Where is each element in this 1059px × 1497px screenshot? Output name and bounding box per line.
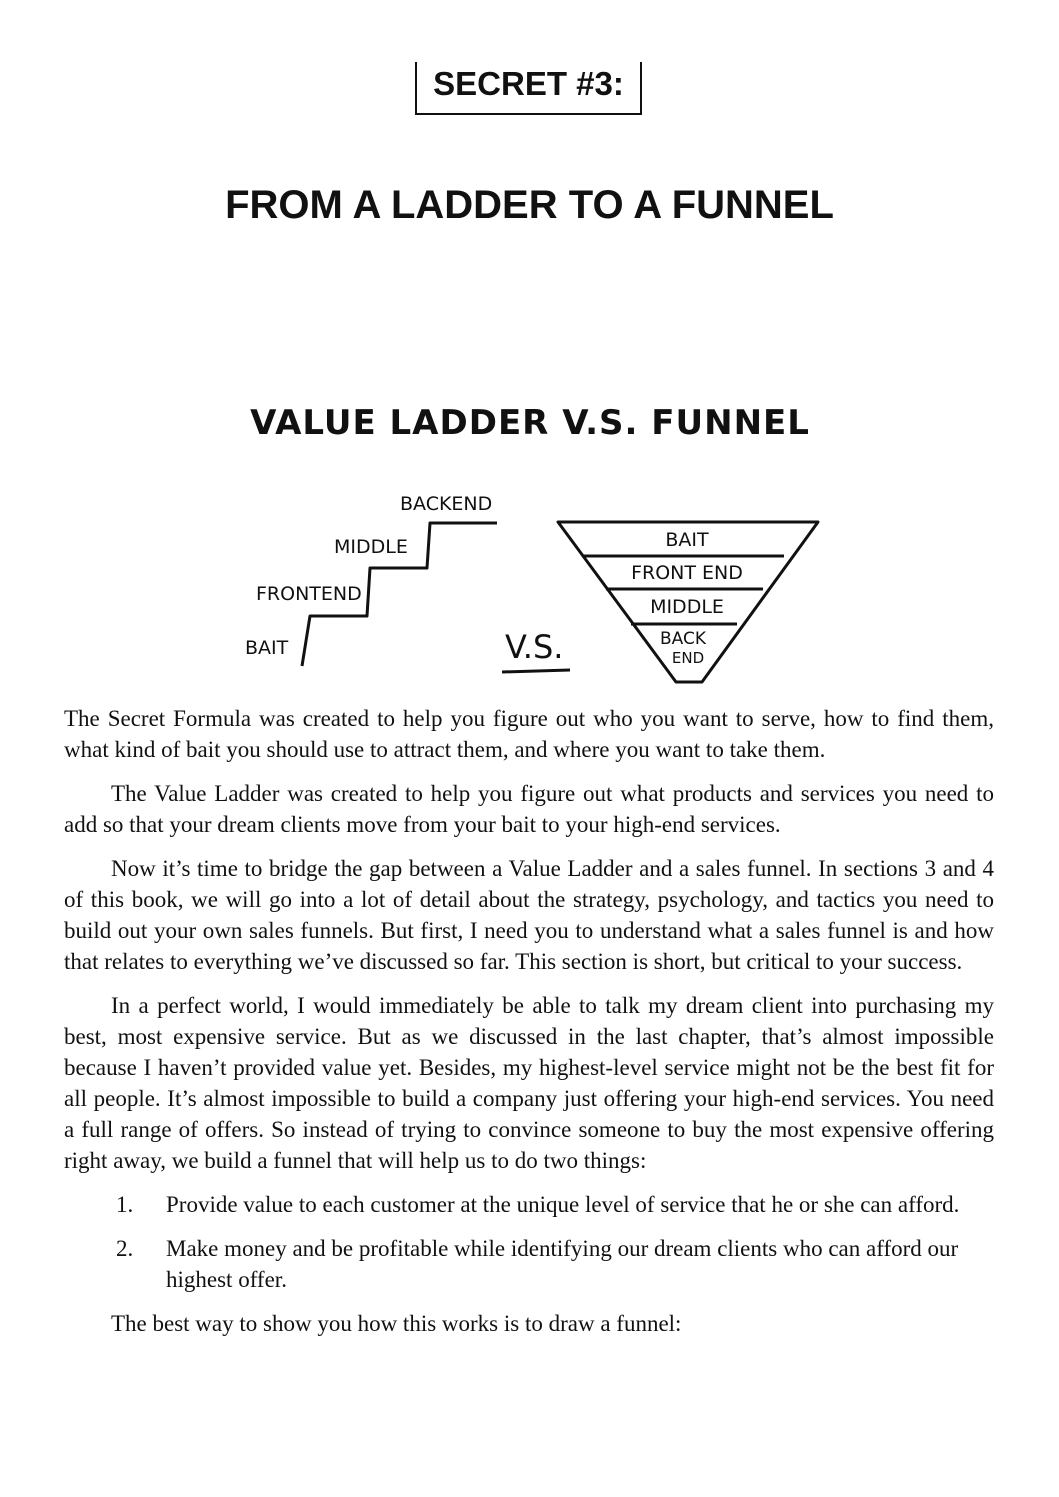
funnel-level-bait: BAIT: [665, 529, 709, 551]
closing-paragraph: The best way to show you how this works is to draw a funnel:: [111, 1311, 682, 1336]
vs-underline: [502, 670, 570, 672]
funnel-level-middle: MIDDLE: [650, 596, 724, 618]
funnel-level-frontend: FRONT END: [631, 562, 743, 584]
figure-title: VALUE LADDER V.S. FUNNEL: [250, 403, 810, 443]
list-text: Make money and be profitable while identifying our dream clients who can afford our highest offer.: [166, 1236, 959, 1292]
list-number: 1.: [116, 1192, 134, 1217]
vs-label: V.S.: [505, 628, 564, 666]
ladder-step-middle: MIDDLE: [334, 536, 408, 558]
funnel-level-end: END: [671, 649, 705, 667]
funnel-level-back: BACK: [659, 629, 707, 649]
body-text: [64, 703, 994, 1352]
paragraph: The Value Ladder was created to help you figure out what products and services you need to add so that your dream clients move from your bait to your high-end services.: [64, 781, 994, 837]
ladder-step-bait: BAIT: [245, 637, 289, 659]
list-item: [64, 1233, 986, 1295]
list-item: [64, 1189, 986, 1220]
list-text: Provide value to each customer at the unique level of service that he or she can afford.: [166, 1192, 960, 1217]
list-number: 2.: [116, 1236, 134, 1261]
secret-label: SECRET #3:: [415, 62, 642, 115]
chapter-title: FROM A LADDER TO A FUNNEL: [225, 183, 834, 227]
ladder-step-frontend: FRONTEND: [256, 583, 362, 605]
paragraph: In a perfect world, I would immediately be able to talk my dream client into purchasing my best, most expensive service. But as we discussed in the last chapter, that’s almost impossible because I haven’t provided value yet. Besides, my highest-level service might not be the best fit for all people. It’s almost impossible to build a company just offering your high-end services. You need a full range of offers. So instead of trying to convince someone to buy the most expensive offering right away, we build a funnel that will help us to do two things:: [64, 993, 994, 1173]
numbered-list: [64, 1189, 994, 1295]
value-ladder-vs-funnel-figure: [230, 390, 830, 690]
paragraph: The Secret Formula was created to help you figure out who you want to serve, how to find them, what kind of bait you should use to attract them, and where you want to take them.: [64, 706, 994, 762]
paragraph: Now it’s time to bridge the gap between a Value Ladder and a sales funnel. In sections 3 and 4 of this book, we will go into a lot of detail about the strategy, psychology, and tactics you need to build out your own sales funnels. But first, I need you to understand what a sales funnel is and how that relates to everything we’ve discussed so far. This section is short, but critical to your success.: [64, 856, 994, 974]
ladder-step-backend: BACKEND: [400, 493, 493, 515]
